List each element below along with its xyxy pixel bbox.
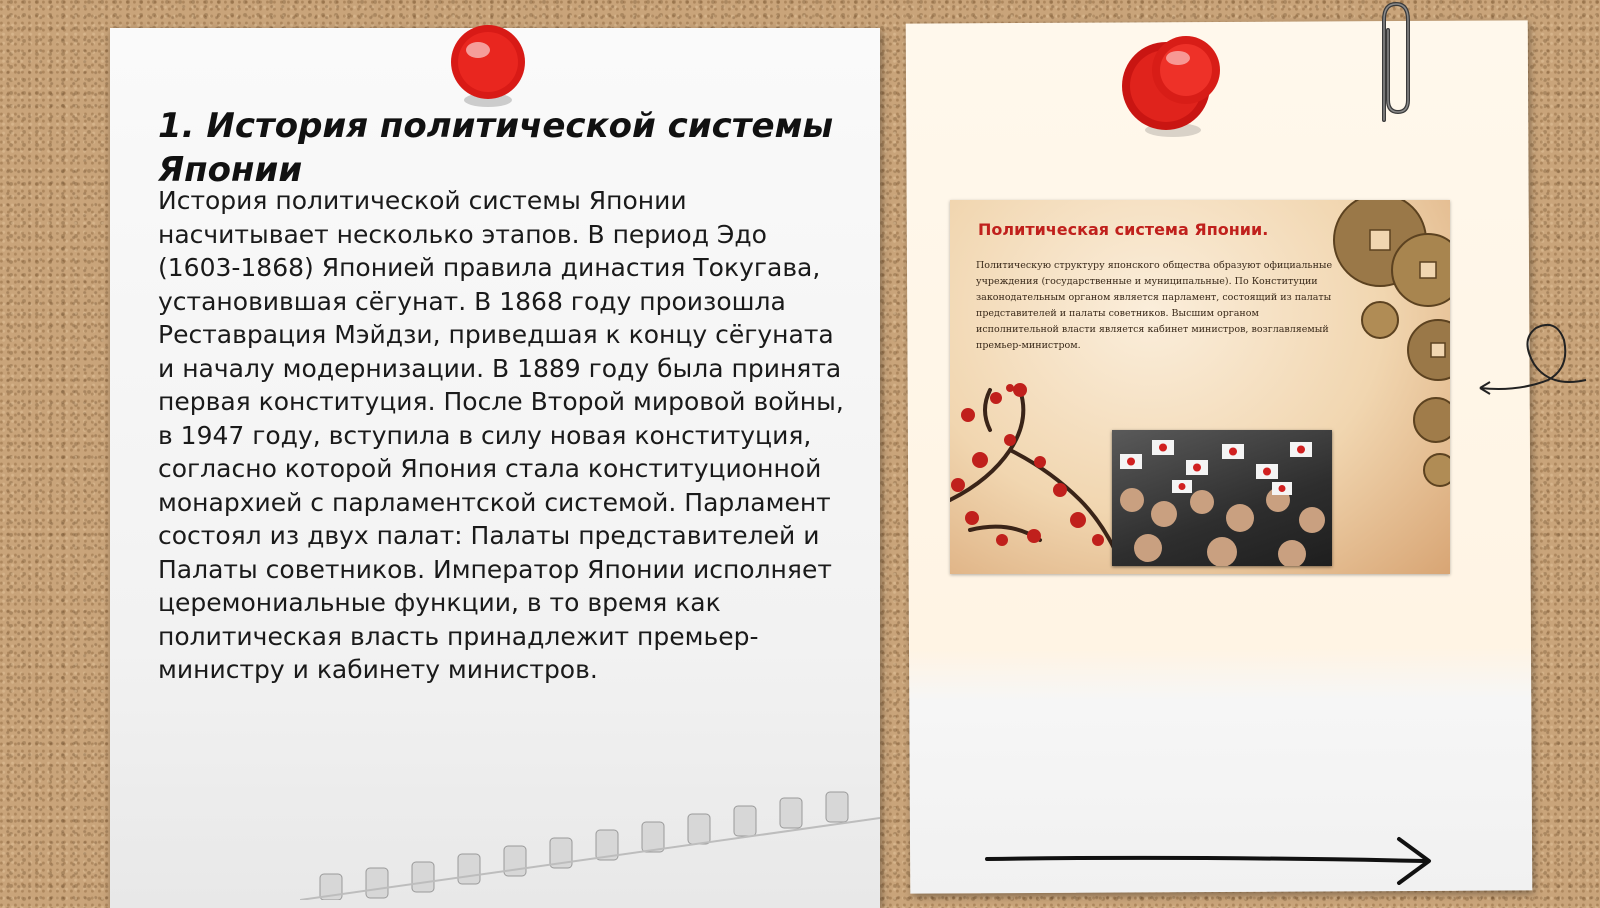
slide-picture [950, 200, 1450, 574]
curly-arrow-icon [1478, 310, 1588, 410]
push-pin-icon [450, 20, 530, 110]
push-pin-icon [1118, 30, 1228, 140]
slide-title: 1. История политической системы Японии [158, 106, 834, 190]
paper-clip-icon [1370, 0, 1420, 130]
picture-text: Политическую структуру японского общества образуют официальные учреждения (государственные и муниципальные). По Конституции законодательным органом является парламент, состоящий из палаты представителей и палаты советников. Высшим органом исполнительной власти является кабинет министров, возглавляемый премьер-министром. [976, 260, 1333, 351]
spiral-tear-edge [300, 790, 880, 900]
crowd-with-flags-image [1112, 430, 1332, 566]
picture-title: Политическая система Японии. [978, 220, 1269, 239]
right-arrow-icon [985, 835, 1445, 885]
slide-body-text: История политической системы Японии насчитывает несколько этапов. В период Эдо (1603-1868) Японией правила династия Токугава, установившая сёгунат. В 1868 году произошла Реставрация Мэйдзи, приведшая к концу сёгуната и началу модернизации. В 1889 году была принята первая конституция. После Второй мировой войны, в 1947 году, вступила в силу новая конституция, согласно которой Япония стала конституционной монархией с парламентской системой. Парламент состоял из двух палат: Палаты представителей и Палаты советников. Император Японии исполняет церемониальные функции, в то время как политическая власть принадлежит премьер-министру и кабинету министров. [158, 186, 844, 684]
crowd-photo [1112, 430, 1332, 566]
